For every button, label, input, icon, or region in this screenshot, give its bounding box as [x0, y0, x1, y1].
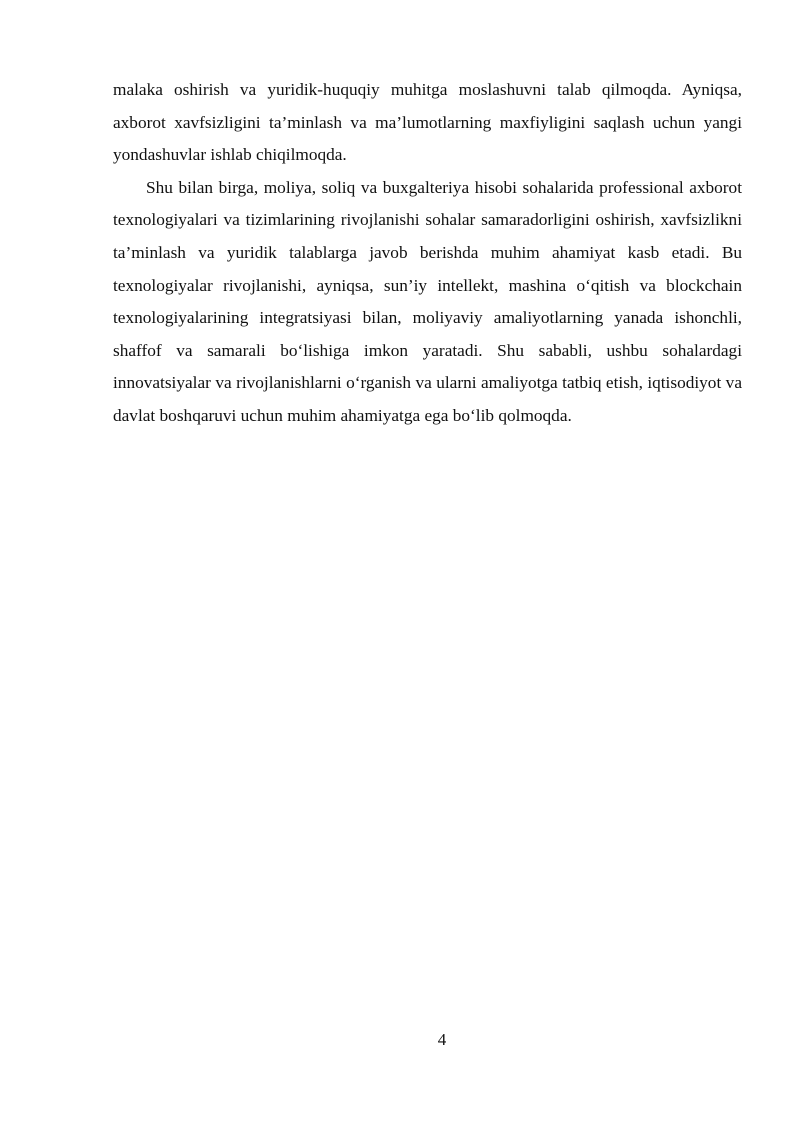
page-number: 4 [437, 1030, 447, 1049]
paragraph-continuation: malaka oshirish va yuridik-huquqiy muhitga moslashuvni talab qilmoqda. Ayniqsa, axborot xavfsizligini ta’minlash va ma’lumotlarning maxfiyligini saqlash uchun yangi yondashuvlar ishlab chiqilmoqda. [113, 80, 742, 165]
paragraph-main: Shu bilan birga, moliya, soliq va buxgalteriya hisobi sohalarida professional axborot texnologiyalari va tizimlarining rivojlanishi sohalar samaradorligini oshirish, xavfsizlikni ta’minlash va yuridik talablarga javob berishda muhim ahamiyat kasb etadi. Bu texnologiyalar rivojlanishi, ayniqsa, sun’iy intellekt, mashina o‘qitish va blockchain texnologiyalarining integratsiyasi bilan, moliyaviy amaliyotlarning yanada ishonchli, shaffof va samarali bo‘lishiga imkon yaratadi. Shu sababli, ushbu sohalardagi innovatsiyalar va rivojlanishlarni o‘rganish va ularni amaliyotga tatbiq etish, iqtisodiyot va davlat boshqaruvi uchun muhim ahamiyatga ega bo‘lib qolmoqda. [113, 177, 742, 425]
body-text [113, 74, 742, 433]
